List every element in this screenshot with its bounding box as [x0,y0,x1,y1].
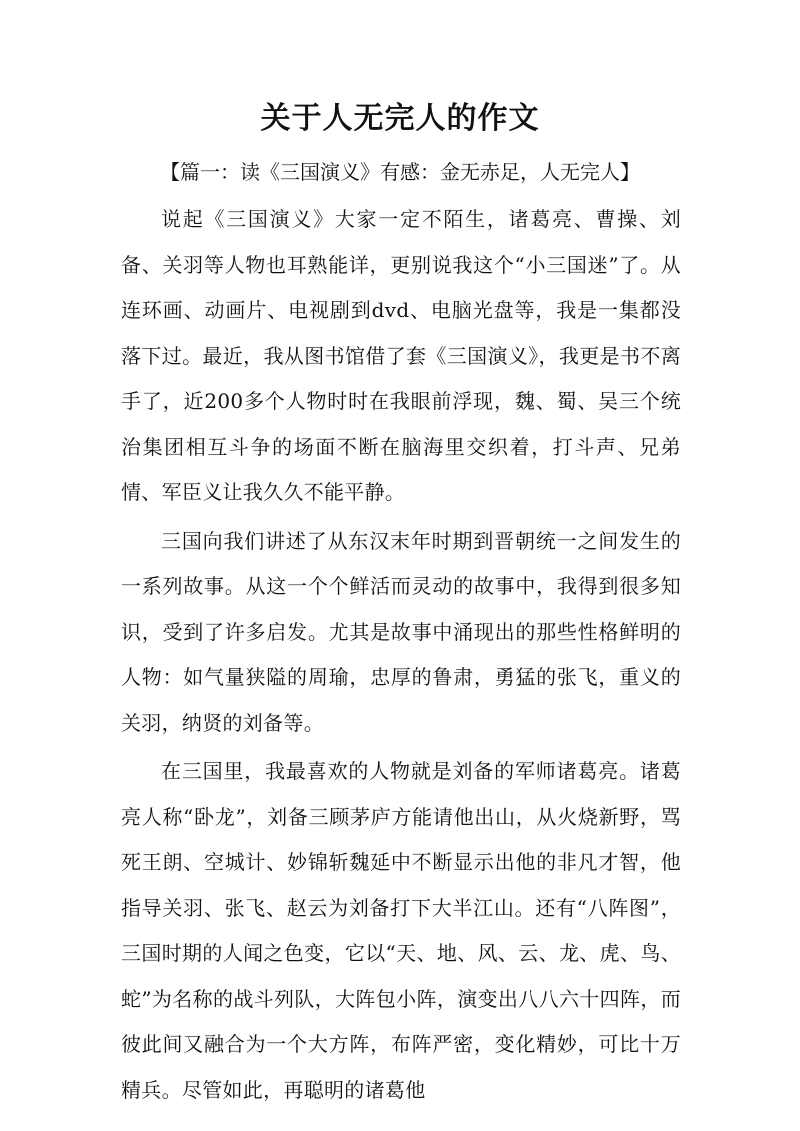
paragraph: 说起《三国演义》大家一定不陌生，诸葛亮、曹操、刘备、关羽等人物也耳熟能详，更别说我这个“小三国迷”了。从连环画、动画片、电视剧到dvd、电脑光盘等，我是一集都没落下过。最近，我从图书馆借了套《三国演义》，我更是书不离手了，近200多个人物时时在我眼前浮现，魏、蜀、吴三个统治集团相互斗争的场面不断在脑海里交织着，打斗声、兄弟情、军臣义让我久久不能平静。 [121,207,681,504]
paragraph: 三国向我们讲述了从东汉末年时期到晋朝统一之间发生的一系列故事。从这一个个鲜活而灵动的故事中，我得到很多知识，受到了许多启发。尤其是故事中涌现出的那些性格鲜明的人物：如气量狭隘的周瑜，忠厚的鲁肃，勇猛的张飞，重义的关羽，纳贤的刘备等。 [121,528,681,735]
document-title: 关于人无完人的作文 [260,101,540,136]
paragraph: 在三国里，我最喜欢的人物就是刘备的军师诸葛亮。诸葛亮人称“卧龙”，刘备三顾茅庐方能请他出山，从火烧新野，骂死王朗、空城计、妙锦斩魏延中不断显示出他的非凡才智，他指导关羽、张飞、赵云为刘备打下大半江山。还有“八阵图”，三国时期的人闻之色变，它以“天、地、风、云、龙、虎、鸟、蛇”为名称的战斗列队，大阵包小阵，演变出八八六十四阵，而彼此间又融合为一个大方阵，布阵严密，变化精妙，可比十万精兵。尽管如此，再聪明的诸葛他 [121,759,681,1102]
document-subtitle: 【篇一：读《三国演义》有感：金无赤足，人无完人】 [160,160,640,184]
document-body [121,197,681,1116]
